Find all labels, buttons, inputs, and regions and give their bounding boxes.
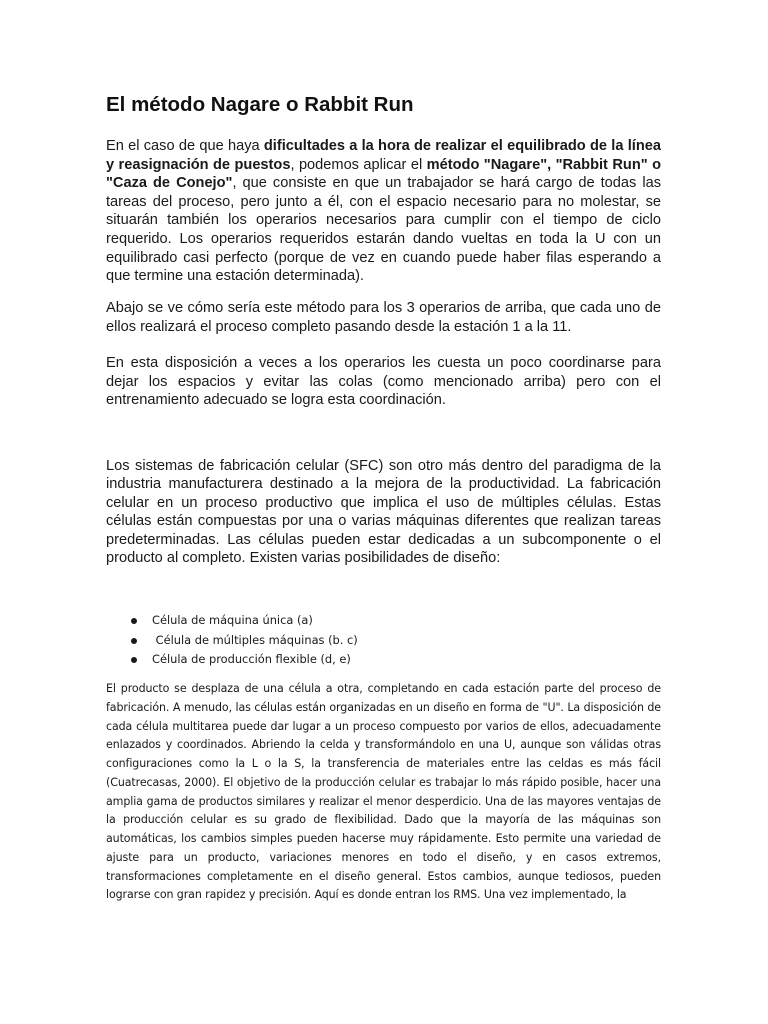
paragraph-text: En el caso de que haya <box>106 138 264 154</box>
paragraph-nagare-intro <box>106 137 661 286</box>
bullet-icon <box>131 638 137 644</box>
bullet-icon <box>131 618 137 624</box>
paragraph-method-example: Abajo se ve cómo sería este método para los 3 operarios de arriba, que cada uno de ellos realizará el proceso completo pasando desde la estación 1 a la 11. <box>106 300 661 335</box>
paragraph-coordination: En esta disposición a veces a los operarios les cuesta un poco coordinarse para dejar los espacios y evitar las colas (como mencionado arriba) pero con el entrenamiento adecuado se logra esta coordinación. <box>106 355 661 409</box>
paragraph-text: , podemos aplicar el <box>290 156 427 173</box>
paragraph-product-flow: El producto se desplaza de una célula a otra, completando en cada estación parte del proceso de fabricación. A menudo, las células están organizadas en un diseño en forma de "U". La disposición de cada célula multitarea puede dar lugar a un proceso compuesto por varios de ellos, adecuadamente enlazados y coordinados. Abriendo la celda y transformándolo en una U, aunque son válidas otras configuraciones como la L o la S, la transferencia de materiales entre las celdas es más fácil (Cuatrecasas, 2000). El objetivo de la producción celular es trabajar lo más rápido posible, hacer una amplia gama de productos similares y realizar el menor desperdicio. Una de las mayores ventajas de la producción celular es su grado de flexibilidad. Dado que la mayoría de las máquinas son automáticas, los cambios simples pueden hacerse muy rápidamente. Esto permite una variedad de ajuste para un producto, variaciones menores en todo el diseño, y en casos extremos, transformaciones completamente en el diseño general. Estos cambios, aunque tediosos, pueden lograrse con gran rapidez y precisión. Aquí es donde entran los RMS. Una vez implementado, la <box>106 682 661 902</box>
list-item <box>106 650 661 670</box>
document-title: El método Nagare o Rabbit Run <box>106 93 414 116</box>
list-item-label: Célula de múltiples máquinas (b. c) <box>152 632 358 647</box>
list-item <box>106 631 661 651</box>
design-options-list <box>106 611 661 670</box>
paragraph-cellular-manufacturing: Los sistemas de fabricación celular (SFC) son otro más dentro del paradigma de la industria manufacturera destinado a la mejora de la productividad. La fabricación celular en un proceso productivo que implica el uso de múltiples células. Estas células están compuestas por una o varias máquinas diferentes que realizan tareas predeterminadas. Las células pueden estar dedicadas a un subcomponente o el producto al completo. Existen varias posibilidades de diseño: <box>106 458 661 567</box>
bold-text: dificultades a la hora de realizar el equilibrado de la línea y reasignación de puestos <box>106 138 661 173</box>
list-item-label: Célula de máquina única (a) <box>152 613 313 627</box>
list-item <box>106 611 661 631</box>
list-item-label: Célula de producción flexible (d, e) <box>152 652 351 666</box>
bullet-icon <box>131 657 137 663</box>
bold-text: método "Nagare", "Rabbit Run" o "Caza de Conejo" <box>106 156 661 192</box>
paragraph-text: , que consiste en que un trabajador se hará cargo de todas las tareas del proceso, pero junto a él, con el espacio necesario para no molestar, se situarán también los operarios necesarios para cumplir con el tiempo de ciclo requerido. Los operarios requeridos estarán dando vueltas en toda la U con un equilibrado casi perfecto (porque de vez en cuando puede haber filas esperando a que termine una estación determinada). <box>106 175 661 285</box>
